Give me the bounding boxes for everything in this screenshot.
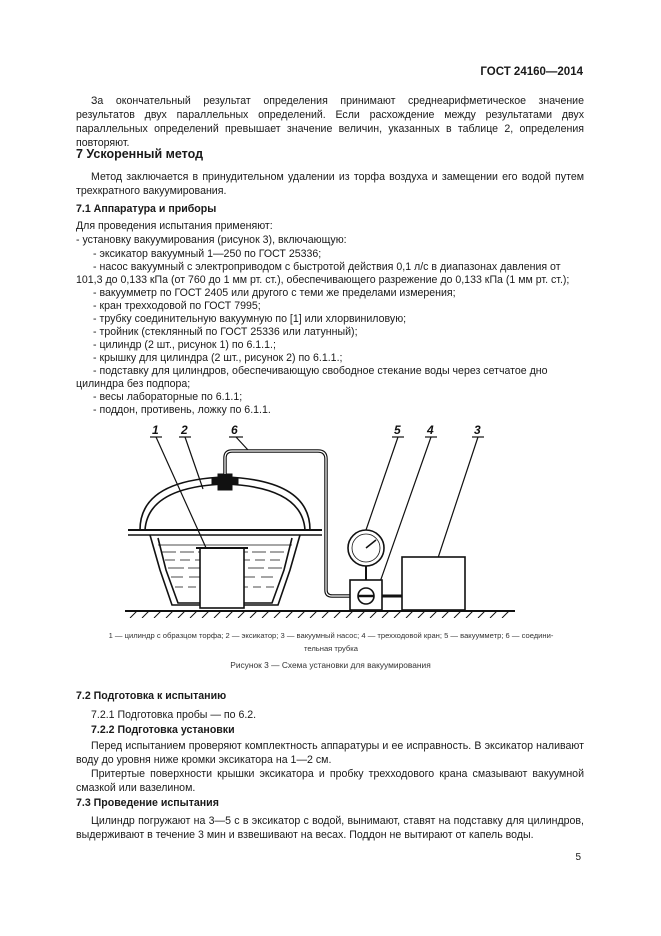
- label-1: 1: [152, 423, 159, 437]
- list-item: - насос вакуумный с электроприводом с быстротой действия 0,1 л/с в диапазонах давления от: [93, 261, 561, 273]
- label-3: 3: [474, 423, 481, 437]
- list-item: - трубку соединительную вакуумную по [1] или хлорвиниловую;: [93, 313, 407, 325]
- list-item: - цилиндр (2 шт., рисунок 1) по 6.1.1.;: [93, 339, 276, 351]
- leader-5: [366, 437, 398, 530]
- leader-3: [434, 437, 478, 570]
- document-code: ГОСТ 24160—2014: [480, 66, 583, 78]
- section-7-2-2-p2: Притертые поверхности крышки эксикатора и пробку трехходового крана смазывают вакуумной смазкой или вазелином.: [76, 768, 584, 794]
- list-item: - вакуумметр по ГОСТ 2405 или другого с теми же пределами измерения;: [93, 287, 456, 299]
- list-item: - эксикатор вакуумный 1—250 по ГОСТ 25336;: [93, 248, 322, 260]
- figure-legend-line-2: тельная трубка: [304, 644, 358, 653]
- list-item-continuation: цилиндра без подпора;: [76, 378, 191, 390]
- section-7-1-title: 7.1 Аппаратура и приборы: [76, 203, 217, 215]
- label-2: 2: [181, 423, 188, 437]
- figure-legend-line-1: 1 — цилиндр с образцом торфа; 2 — эксикатор; 3 — вакуумный насос; 4 — трехходовой кран; 5 — вакуумметр; 6 — соедини-: [108, 631, 554, 640]
- section-7-text: Метод заключается в принудительном удалении из торфа воздуха и замещении его водой путем трехкратного вакуумирования.: [76, 171, 584, 197]
- list-item-continuation: 101,3 до 0,133 кПа (от 760 до 1 мм рт. ст.), обеспечивающего разрежение до 0,133 кПа (1 мм рт. ст.);: [76, 274, 570, 286]
- list-item: - кран трехходовой по ГОСТ 7995;: [93, 300, 261, 312]
- list-item: - крышку для цилиндра (2 шт., рисунок 2) по 6.1.1.;: [93, 352, 343, 364]
- label-4: 4: [427, 423, 434, 437]
- figure-caption: Рисунок 3 — Схема установки для вакуумирования: [230, 660, 431, 670]
- three-way-valve: [350, 580, 382, 610]
- leader-6: [236, 437, 248, 450]
- list-item-install: - установку вакуумирования (рисунок 3), включающую:: [76, 234, 347, 246]
- list-item: - подставку для цилиндров, обеспечивающую свободное стекание воды через сетчатое дно: [93, 365, 548, 377]
- section-7-2-1: 7.2.1 Подготовка пробы — по 6.2.: [91, 709, 257, 721]
- section-7-3-p1: Цилиндр погружают на 3—5 с в эксикатор с водой, вынимают, ставят на подставку для цилиндров, выдерживают в течение 3 мин и взвешивают на весах. Поддон не вытирают от капель воды.: [76, 815, 584, 841]
- label-6: 6: [231, 423, 238, 437]
- vacuum-setup-diagram: [0, 418, 661, 618]
- list-item: - поддон, противень, ложку по 6.1.1.: [93, 404, 271, 416]
- leader-1: [156, 437, 207, 550]
- section-7-title: 7 Ускоренный метод: [76, 147, 204, 161]
- section-7-2-2-p1: Перед испытанием проверяют комплектность аппаратуры и ее исправность. В эксикатор наливают воду до уровня ниже кромки эксикатора на 1—2 см.: [76, 740, 584, 766]
- section-7-2-2-title: 7.2.2 Подготовка установки: [91, 724, 235, 736]
- list-item: - весы лабораторные по 6.1.1;: [93, 391, 243, 403]
- vacuum-pump: [402, 557, 465, 610]
- intro-paragraph: За окончательный результат определения принимают среднеарифметическое значение результатов двух параллельных определений. Если расхождение между результатами двух параллельных определений превышает значение величин, указанных в таблице 2, определения повторяют.: [76, 95, 584, 149]
- lid-stopcock: [212, 474, 238, 490]
- page-number: 5: [575, 852, 581, 863]
- section-7-2-title: 7.2 Подготовка к испытанию: [76, 690, 227, 702]
- vacuum-gauge: [348, 530, 384, 580]
- cylinder-with-sample: [200, 548, 244, 608]
- section-7-3-title: 7.3 Проведение испытания: [76, 797, 219, 809]
- label-5: 5: [394, 423, 401, 437]
- list-item: - тройник (стеклянный по ГОСТ 25336 или латунный);: [93, 326, 358, 338]
- list-lead: Для проведения испытания применяют:: [76, 220, 273, 232]
